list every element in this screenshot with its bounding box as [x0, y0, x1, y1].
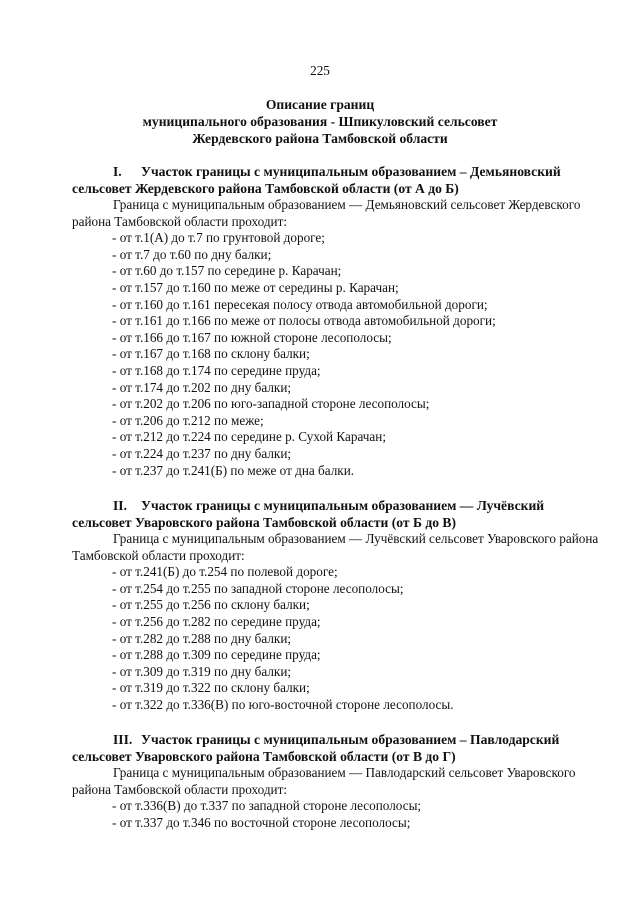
list-item: - от т.168 до т.174 по середине пруда; [112, 362, 321, 378]
section-3 [72, 731, 602, 831]
list-item: - от т.167 до т.168 по склону балки; [112, 346, 310, 362]
section-2 [72, 497, 602, 714]
section-intro: Граница с муниципальным образованием — Лучёвский сельсовет Уваровского района Тамбовской области проходит: [72, 531, 599, 563]
list-item: - от т.282 до т.288 по дну балки; [112, 630, 292, 646]
list-item: - от т.255 до т.256 по склону балки; [112, 597, 310, 613]
list-item: - от т.241(Б) до т.254 по полевой дороге; [112, 564, 338, 580]
section-heading-text: Участок границы с муниципальным образованием – Павлодарский сельсовет Уваровского района Тамбовской области (от В до Г) [72, 732, 560, 764]
boundary-list [72, 798, 602, 831]
section-heading [72, 731, 602, 765]
section-1 [72, 163, 602, 479]
boundary-list [72, 564, 602, 713]
document-title [0, 96, 640, 147]
section-heading-text: Участок границы с муниципальным образованием — Лучёвский сельсовет Уваровского района Тамбовской области (от Б до В) [72, 498, 545, 530]
list-item: - от т.237 до т.241(Б) по меже от дна балки. [112, 462, 355, 478]
title-line: Описание границ [265, 97, 375, 112]
boundary-list [72, 230, 602, 479]
list-item: - от т.1(А) до т.7 по грунтовой дороге; [112, 230, 325, 246]
list-item: - от т.206 до т.212 по меже; [112, 412, 264, 428]
list-item: - от т.337 до т.346 по восточной стороне лесополосы; [112, 814, 411, 830]
list-item: - от т.60 до т.157 по середине р. Карачан; [112, 263, 342, 279]
list-item: - от т.202 до т.206 по юго-западной стороне лесополосы; [112, 396, 430, 412]
list-item: - от т.319 до т.322 по склону балки; [112, 680, 310, 696]
list-item: - от т.322 до т.336(В) по юго-восточной стороне лесополосы. [112, 696, 454, 712]
list-item: - от т.161 до т.166 по меже от полосы отвода автомобильной дороги; [112, 313, 496, 329]
list-item: - от т.157 до т.160 по меже от середины р. Карачан; [112, 279, 399, 295]
title-line: муниципального образования - Шпикуловский сельсовет [142, 114, 498, 129]
section-heading-text: Участок границы с муниципальным образованием – Демьяновский сельсовет Жердевского района Тамбовской области (от А до Б) [72, 164, 561, 196]
section-intro: Граница с муниципальным образованием — Демьяновский сельсовет Жердевского района Тамбовской области проходит: [72, 197, 581, 229]
list-item: - от т.212 до т.224 по середине р. Сухой Карачан; [112, 429, 387, 445]
title-line: Жердевского района Тамбовской области [192, 131, 448, 146]
list-item: - от т.224 до т.237 по дну балки; [112, 445, 292, 461]
section-numeral: II. [113, 498, 127, 513]
list-item: - от т.309 до т.319 по дну балки; [112, 663, 292, 679]
list-item: - от т.166 до т.167 по южной стороне лесополосы; [112, 329, 392, 345]
list-item: - от т.288 до т.309 по середине пруда; [112, 647, 321, 663]
section-heading [72, 497, 602, 531]
section-numeral: III. [113, 732, 133, 747]
list-item: - от т.160 до т.161 пересекая полосу отвода автомобильной дороги; [112, 296, 488, 312]
section-numeral: I. [113, 164, 122, 179]
page-number: 225 [310, 63, 330, 78]
list-item: - от т.336(В) до т.337 по западной стороне лесополосы; [112, 798, 422, 814]
list-item: - от т.174 до т.202 по дну балки; [112, 379, 292, 395]
list-item: - от т.256 до т.282 по середине пруда; [112, 613, 321, 629]
section-intro: Граница с муниципальным образованием — Павлодарский сельсовет Уваровского района Тамбовской области проходит: [72, 765, 576, 797]
list-item: - от т.254 до т.255 по западной стороне лесополосы; [112, 580, 404, 596]
section-heading [72, 163, 602, 197]
list-item: - от т.7 до т.60 по дну балки; [112, 246, 272, 262]
